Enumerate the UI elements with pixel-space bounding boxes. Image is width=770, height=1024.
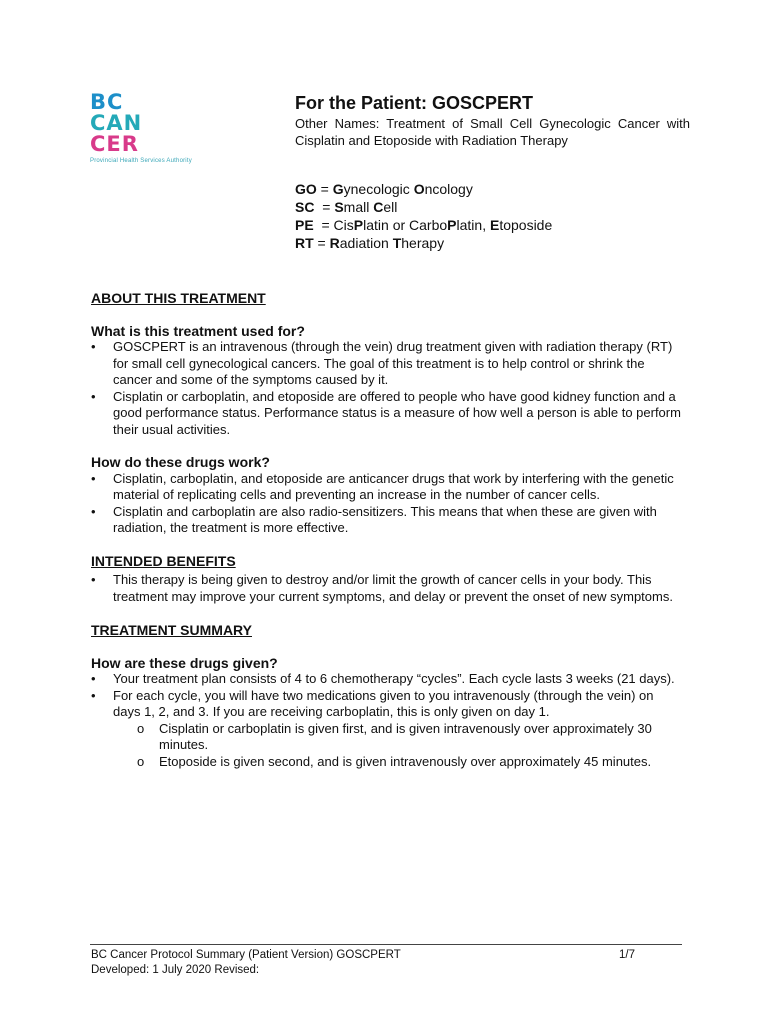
other-names: Other Names: Treatment of Small Cell Gynecologic Cancer with Cisplatin and Etoposide with Radiation Therapy (295, 116, 690, 148)
section-heading-about: ABOUT THIS TREATMENT (91, 290, 266, 306)
used-for-list (91, 339, 681, 438)
section-heading-summary: TREATMENT SUMMARY (91, 622, 252, 638)
list-item: • Cisplatin or carboplatin, and etoposide are offered to people who have good kidney function and a good performance status. Performance status is a measure of how well a person is able to perform their usual activities. (91, 389, 681, 439)
acronym-text: O (413, 181, 425, 197)
acronym-text: ell (383, 199, 398, 215)
acronym-text: mall (343, 199, 374, 215)
page-number: 1/7 (619, 949, 635, 961)
acronym-text: E (489, 217, 500, 233)
acronym-code: PE (295, 217, 314, 233)
acronym-text: adiation (339, 235, 393, 251)
how-given-list (91, 671, 681, 770)
acronym-list (295, 180, 552, 252)
page-title: For the Patient: GOSCPERT (295, 93, 534, 113)
acronym-text: herapy (401, 235, 445, 251)
acronym-text: R (329, 235, 340, 251)
logo-line-1: BC (90, 90, 124, 114)
footer-dates: Developed: 1 July 2020 Revised: (91, 964, 260, 976)
list-item: • Cisplatin, carboplatin, and etoposide are anticancer drugs that work by interfering with the genetic material of replicating cells and preventing an increase in the number of cancer cells. (91, 471, 681, 504)
acronym-text: Cis (333, 217, 354, 233)
acronym-text: P (447, 217, 457, 233)
logo-wordmark (90, 92, 220, 155)
benefits-list (91, 572, 681, 605)
section-heading-benefits: INTENDED BENEFITS (91, 552, 236, 569)
logo-line-2: CAN (90, 111, 143, 135)
subheading-used-for: What is this treatment used for? (91, 322, 305, 339)
acronym-text: G (332, 181, 344, 197)
footer-protocol: BC Cancer Protocol Summary (Patient Version) GOSCPERT (91, 949, 401, 961)
document-body (91, 290, 681, 770)
sub-list-item: o Etoposide is given second, and is given intravenously over approximately 45 minutes. (137, 754, 681, 771)
footer-divider (90, 944, 682, 945)
list-item: • This therapy is being given to destroy and/or limit the growth of cancer cells in your body. This treatment may improve your current symptoms, and delay or prevent the onset of new symptoms. (91, 572, 681, 605)
acronym-text: latin or Carbo (363, 217, 448, 233)
acronym-code: GO (295, 181, 317, 197)
acronym-text: S (334, 199, 344, 215)
subheading-how-work: How do these drugs work? (91, 454, 270, 470)
acronym-row: SC = Small Cell (295, 199, 398, 215)
acronym-row: GO = Gynecologic Oncology (295, 181, 473, 197)
logo-subtitle: Provincial Health Services Authority (90, 158, 192, 164)
list-item-text: For each cycle, you will have two medications given to you intravenously (through the vein) on days 1, 2, and 3. If you are receiving carboplatin, this is only given on day 1. (113, 687, 654, 719)
acronym-text: P (353, 217, 364, 233)
list-item: • Your treatment plan consists of 4 to 6 chemotherapy “cycles”. Each cycle lasts 3 weeks (21 days). (91, 671, 681, 688)
acronym-text: latin, (456, 217, 490, 233)
sub-list (113, 721, 681, 771)
bc-cancer-logo (90, 92, 220, 164)
acronym-code: RT (295, 235, 314, 251)
acronym-text: ncology (424, 181, 473, 197)
subheading-how-given: How are these drugs given? (91, 654, 278, 671)
acronym-text: C (373, 199, 384, 215)
list-item (91, 688, 681, 771)
list-item: • Cisplatin and carboplatin are also radio-sensitizers. This means that when these are given with radiation, the treatment is more effective. (91, 504, 681, 537)
acronym-text: ynecologic (343, 181, 414, 197)
acronym-text: T (392, 235, 402, 251)
page-footer (91, 948, 681, 978)
logo-line-3: CER (90, 132, 139, 156)
acronym-row: RT = Radiation Therapy (295, 235, 445, 251)
acronym-code: SC (295, 199, 315, 215)
acronym-text: toposide (499, 217, 553, 233)
sub-list-item: o Cisplatin or carboplatin is given first, and is given intravenously over approximately 30 minutes. (137, 721, 681, 754)
list-item: • GOSCPERT is an intravenous (through the vein) drug treatment given with radiation therapy (RT) for small cell gynecological cancers. The goal of this treatment is to help control or shrink the cancer and some of the symptoms caused by it. (91, 339, 681, 389)
how-work-list (91, 471, 681, 537)
acronym-row: PE = CisPlatin or CarboPlatin, Etoposide (295, 217, 553, 233)
